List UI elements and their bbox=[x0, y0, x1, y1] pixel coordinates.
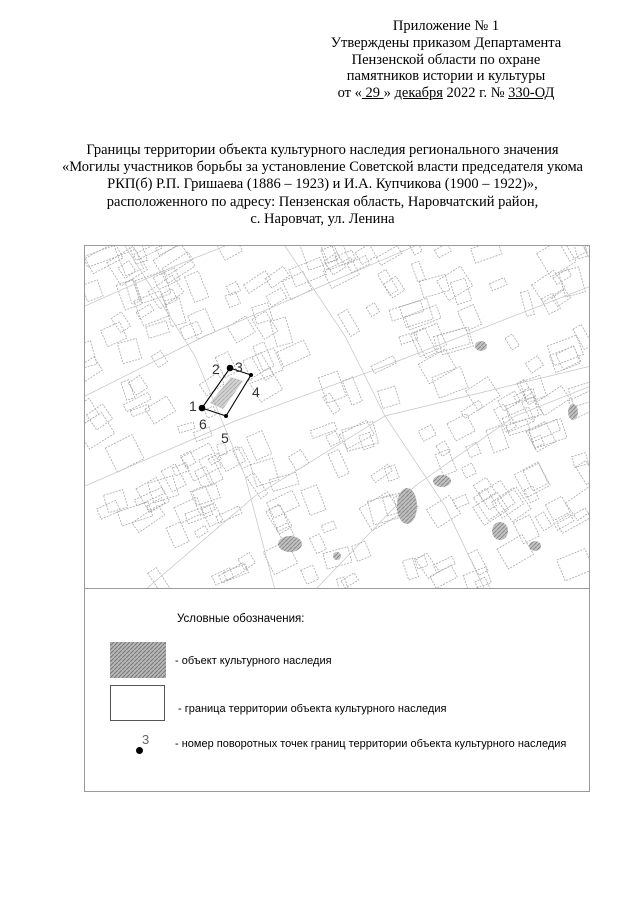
land-parcel bbox=[336, 577, 349, 589]
land-parcel bbox=[418, 425, 436, 442]
point-label-3: 3 bbox=[235, 359, 243, 375]
heritage-boundary bbox=[189, 359, 260, 446]
land-parcel bbox=[208, 453, 221, 465]
land-parcel bbox=[323, 393, 340, 414]
land-parcel bbox=[111, 312, 131, 333]
land-parcel bbox=[466, 377, 500, 410]
land-parcel bbox=[561, 246, 586, 261]
land-parcel bbox=[184, 271, 208, 302]
land-parcel bbox=[342, 377, 362, 405]
land-parcel bbox=[545, 496, 570, 520]
land-parcel bbox=[568, 379, 590, 407]
heritage-patch bbox=[492, 522, 508, 540]
land-parcel bbox=[289, 257, 327, 286]
parcel-outlines bbox=[85, 246, 590, 589]
land-parcel bbox=[366, 303, 380, 317]
date-day: 29 bbox=[361, 85, 384, 102]
land-parcel bbox=[288, 450, 309, 471]
land-parcel bbox=[86, 404, 112, 430]
land-parcel bbox=[326, 431, 341, 446]
land-parcel bbox=[573, 246, 588, 259]
land-parcel bbox=[371, 356, 396, 374]
land-parcel bbox=[418, 349, 456, 384]
land-parcel bbox=[85, 341, 97, 369]
land-parcel bbox=[321, 521, 336, 533]
heritage-patch bbox=[529, 541, 541, 551]
land-parcel bbox=[524, 486, 538, 503]
point-label-4: 4 bbox=[252, 384, 260, 400]
land-parcel bbox=[123, 392, 151, 411]
land-parcel bbox=[384, 276, 405, 298]
legend-point-label: - номер поворотных точек границ территории объекта культурного наследия bbox=[175, 738, 567, 750]
land-parcel bbox=[447, 414, 475, 441]
land-parcel bbox=[557, 549, 590, 581]
land-parcel bbox=[147, 498, 165, 512]
appendix-label: Приложение № 1 bbox=[392, 18, 500, 34]
land-parcel bbox=[403, 558, 419, 580]
legend-point-number: 3 bbox=[142, 732, 150, 747]
land-parcel bbox=[270, 472, 299, 491]
land-parcel bbox=[266, 288, 287, 307]
land-parcel bbox=[85, 246, 118, 267]
land-parcel bbox=[453, 495, 469, 509]
title-line-5: с. Наровчат, ул. Ленина bbox=[250, 210, 395, 227]
land-parcel bbox=[162, 252, 193, 276]
land-parcel bbox=[416, 553, 439, 579]
land-parcel bbox=[371, 464, 393, 482]
land-parcel bbox=[432, 367, 469, 399]
land-parcel bbox=[338, 309, 360, 336]
land-parcel bbox=[466, 442, 481, 457]
land-parcel bbox=[318, 371, 346, 403]
land-parcel bbox=[547, 335, 583, 365]
title-line-2: «Могилы участников борьбы за установление Советской власти председателя укома bbox=[62, 159, 583, 176]
point-label-2: 2 bbox=[212, 361, 220, 377]
heritage-object-core bbox=[210, 377, 243, 409]
land-parcel bbox=[537, 246, 577, 277]
boundary-point-4 bbox=[249, 373, 253, 377]
land-parcel bbox=[118, 338, 142, 363]
order-number: 330-ОД bbox=[508, 85, 555, 102]
land-parcel bbox=[497, 535, 534, 569]
map-legend bbox=[84, 589, 590, 792]
land-parcel bbox=[411, 261, 425, 281]
land-parcel bbox=[128, 375, 148, 395]
date-year: 2022 г. № bbox=[442, 85, 509, 102]
land-parcel bbox=[233, 447, 251, 469]
land-parcel bbox=[505, 334, 519, 350]
land-parcel bbox=[219, 563, 247, 583]
land-parcel bbox=[339, 420, 374, 449]
heritage-object-patches bbox=[278, 341, 578, 560]
map-svg bbox=[85, 246, 590, 589]
land-parcel bbox=[161, 464, 186, 492]
document-title bbox=[40, 142, 605, 228]
approved-line-1: Утверждены приказом Департамента bbox=[330, 34, 562, 51]
land-parcel bbox=[188, 308, 215, 339]
land-parcel bbox=[498, 391, 521, 411]
heritage-object-swatch bbox=[110, 642, 166, 678]
land-parcel bbox=[494, 404, 517, 432]
land-parcel bbox=[430, 565, 457, 588]
land-parcel bbox=[433, 556, 455, 572]
land-parcel bbox=[384, 465, 399, 482]
land-parcel bbox=[378, 270, 398, 296]
land-parcel bbox=[471, 246, 502, 263]
legend-border-label: - граница территории объекта культурного наследия bbox=[178, 703, 447, 715]
land-parcel bbox=[541, 293, 560, 314]
land-parcel bbox=[572, 453, 589, 468]
land-parcel bbox=[554, 514, 574, 530]
boundary-point-5 bbox=[224, 414, 228, 418]
land-parcel bbox=[105, 435, 144, 473]
land-parcel bbox=[253, 342, 274, 371]
legend-point-dot-icon bbox=[136, 747, 143, 754]
land-parcel bbox=[267, 490, 300, 518]
land-parcel bbox=[194, 525, 208, 538]
land-parcel bbox=[151, 351, 167, 368]
land-parcel bbox=[479, 488, 497, 510]
land-parcel bbox=[97, 500, 121, 519]
legend-object-label: - объект культурного наследия bbox=[175, 655, 332, 667]
land-parcel bbox=[426, 495, 460, 527]
land-parcel bbox=[525, 356, 543, 374]
boundary-point-1 bbox=[199, 405, 206, 412]
land-parcel bbox=[513, 515, 539, 544]
land-parcel bbox=[301, 485, 326, 516]
land-parcel bbox=[101, 322, 127, 347]
land-parcel bbox=[367, 494, 399, 524]
land-parcel bbox=[85, 280, 103, 302]
land-parcel bbox=[573, 325, 590, 350]
heritage-patch bbox=[475, 341, 487, 351]
land-parcel bbox=[270, 317, 293, 347]
land-parcel bbox=[486, 425, 509, 453]
land-parcel bbox=[463, 567, 491, 589]
land-parcel bbox=[310, 422, 337, 438]
approved-line-3: памятников истории и культуры bbox=[346, 68, 546, 85]
approval-header bbox=[296, 18, 596, 102]
land-parcel bbox=[532, 270, 566, 302]
point-label-1: 1 bbox=[189, 398, 197, 414]
point-label-6: 6 bbox=[199, 416, 207, 432]
land-parcel bbox=[468, 549, 488, 575]
land-parcel bbox=[436, 441, 451, 456]
heritage-patch bbox=[568, 404, 578, 420]
land-parcel bbox=[282, 271, 312, 299]
land-parcel bbox=[341, 573, 359, 588]
land-parcel bbox=[399, 332, 418, 345]
land-parcel bbox=[178, 422, 195, 433]
date-prefix: от « bbox=[337, 85, 362, 102]
land-parcel bbox=[125, 280, 140, 304]
land-parcel bbox=[193, 484, 221, 506]
point-label-5: 5 bbox=[221, 430, 229, 446]
legend-title: Условные обозначения: bbox=[177, 613, 305, 625]
land-parcel bbox=[136, 477, 170, 512]
street-line bbox=[145, 366, 590, 589]
land-parcel bbox=[328, 449, 349, 478]
title-line-3: РКП(б) Р.П. Гришаева (1886 – 1923) и И.А. Купчикова (1900 – 1922)», bbox=[107, 176, 538, 193]
land-parcel bbox=[535, 512, 552, 531]
land-parcel bbox=[556, 346, 581, 370]
land-parcel bbox=[246, 431, 271, 461]
land-parcel bbox=[103, 490, 127, 513]
land-parcel bbox=[450, 278, 471, 304]
heritage-patch bbox=[333, 552, 341, 560]
land-parcel bbox=[226, 282, 240, 296]
land-parcel bbox=[489, 278, 506, 291]
land-parcel bbox=[85, 357, 102, 383]
boundary-swatch bbox=[110, 685, 165, 721]
land-parcel bbox=[252, 303, 273, 324]
land-parcel bbox=[352, 541, 371, 561]
land-parcel bbox=[309, 534, 326, 554]
land-parcel bbox=[458, 305, 482, 332]
land-parcel bbox=[166, 522, 189, 548]
land-parcel bbox=[216, 506, 242, 524]
land-parcel bbox=[559, 267, 586, 297]
land-parcel bbox=[156, 246, 181, 255]
land-parcel bbox=[172, 463, 189, 476]
boundary-point-3 bbox=[227, 365, 234, 372]
street-line bbox=[85, 246, 225, 306]
land-parcel bbox=[492, 488, 524, 518]
land-parcel bbox=[85, 246, 123, 274]
land-parcel bbox=[212, 568, 234, 585]
land-parcel bbox=[461, 463, 476, 478]
land-parcel bbox=[389, 301, 424, 321]
title-line-4: расположенного по адресу: Пензенская область, Наровчатский район, bbox=[106, 193, 539, 210]
land-parcel bbox=[277, 340, 310, 367]
title-line-1: Границы территории объекта культурного наследия регионального значения bbox=[86, 142, 559, 158]
land-parcel bbox=[244, 271, 271, 294]
land-parcel bbox=[85, 413, 115, 450]
street-line bbox=[85, 286, 590, 486]
land-parcel bbox=[301, 565, 319, 584]
land-parcel bbox=[566, 485, 590, 521]
land-parcel bbox=[136, 304, 154, 319]
heritage-patch bbox=[397, 488, 417, 524]
heritage-patch bbox=[433, 475, 451, 487]
land-parcel bbox=[376, 246, 401, 265]
land-parcel bbox=[185, 505, 213, 524]
land-parcel bbox=[227, 316, 255, 343]
land-parcel bbox=[324, 253, 346, 275]
cadastral-map bbox=[84, 245, 590, 589]
land-parcel bbox=[506, 420, 529, 436]
approved-line-2: Пензенской области по охране bbox=[351, 51, 541, 68]
land-parcel bbox=[529, 419, 561, 441]
street-line bbox=[285, 246, 485, 589]
order-date-line bbox=[296, 85, 596, 102]
land-parcel bbox=[435, 246, 452, 258]
land-parcel bbox=[378, 386, 400, 408]
land-parcel bbox=[250, 458, 279, 486]
date-mid: » bbox=[383, 85, 395, 102]
land-parcel bbox=[130, 404, 150, 416]
street-outlines bbox=[85, 246, 590, 589]
land-parcel bbox=[174, 497, 204, 523]
land-parcel bbox=[435, 449, 457, 476]
land-parcel bbox=[461, 400, 483, 418]
date-month: декабря bbox=[394, 85, 443, 102]
heritage-patch bbox=[278, 536, 302, 552]
land-parcel bbox=[199, 454, 223, 485]
land-parcel bbox=[134, 487, 164, 505]
